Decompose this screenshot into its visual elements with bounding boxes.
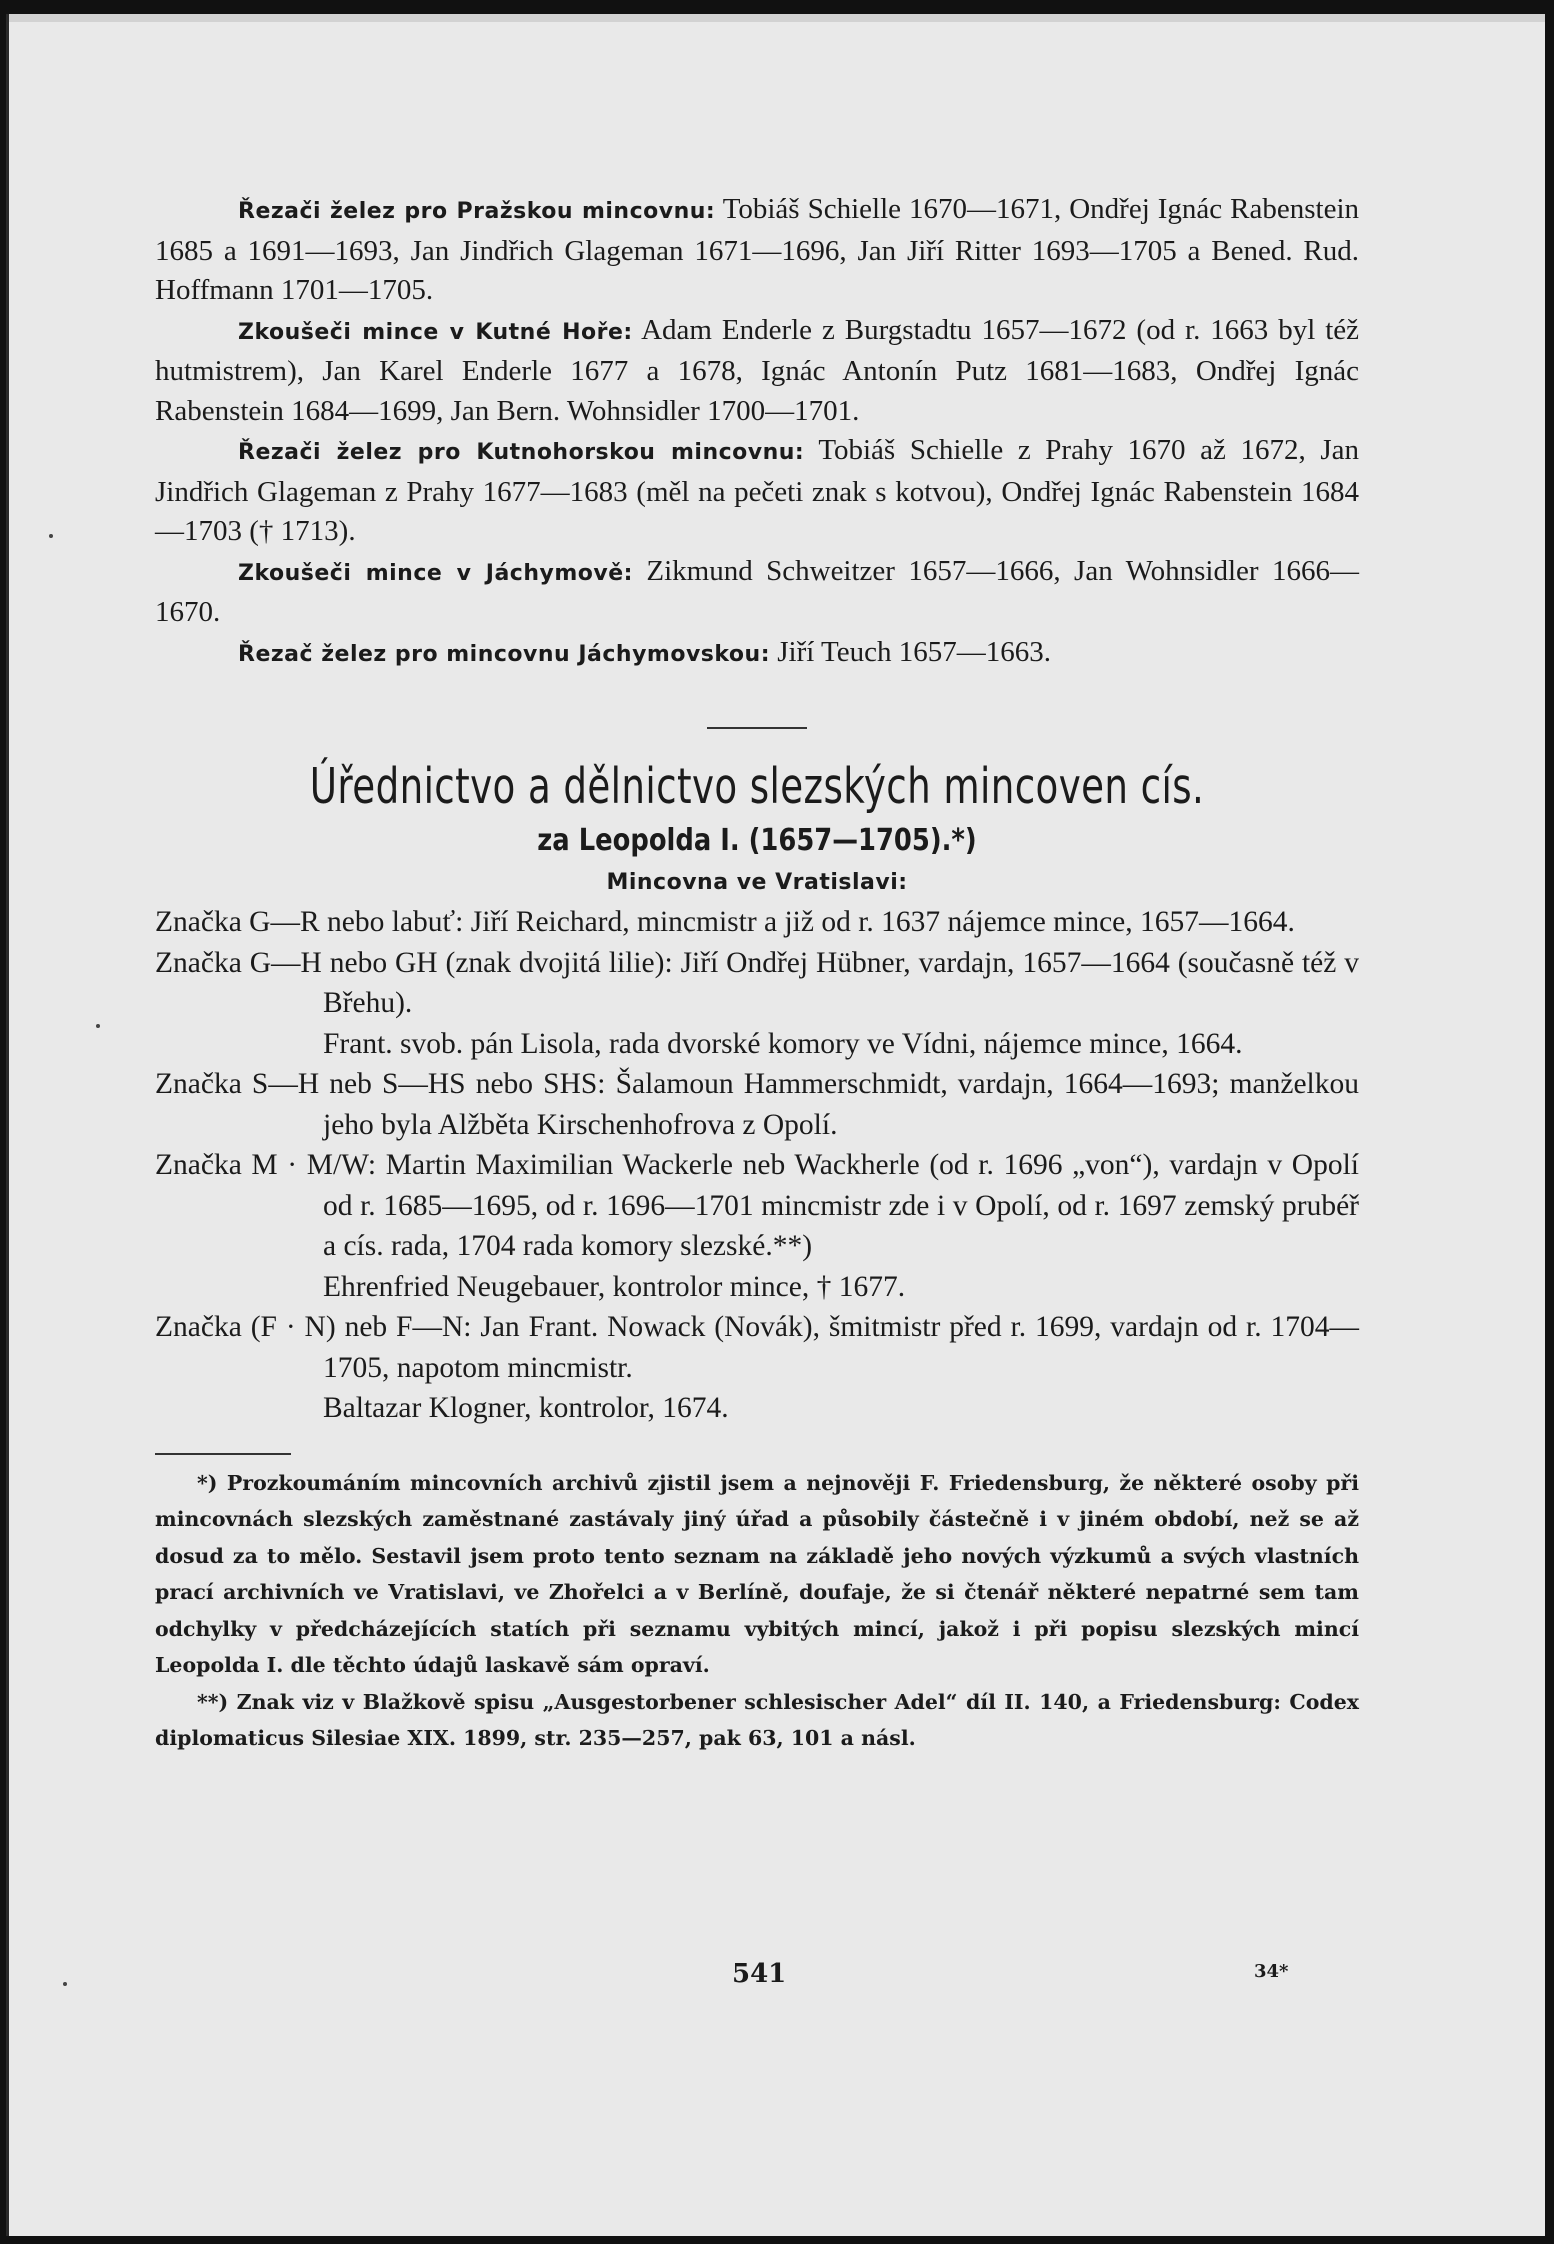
mint-officials-list xyxy=(155,902,1359,1429)
page-number: 541 xyxy=(732,1959,787,1989)
paragraph-label: Zkoušeči mince v Jáchymově: xyxy=(238,560,633,586)
paragraph-label: Řezači želez pro Kutnohorskou mincovnu: xyxy=(238,440,805,465)
text-block xyxy=(155,190,1359,1757)
paragraph-text: Zikmund Schweitzer 1657—1666, Jan Wohnsidler 1666—1670. xyxy=(155,554,1359,628)
scan-speck xyxy=(49,534,53,538)
list-item: Značka M · M/W: Martin Maximilian Wackerle neb Wackherle (od r. 1696 „von“), vardajn v Opolí od r. 1685—1695, od r. 1696—1701 mincmistr zde i v Opolí, od r. 1697 zemský prubéř a cís. rada, 1704 rada komory slezské.**) xyxy=(155,1149,1359,1262)
paragraph-text: Jiří Teuch 1657—1663. xyxy=(777,635,1051,668)
footnotes xyxy=(155,1465,1359,1757)
paragraph-label: Řezač želez pro mincovnu Jáchymovskou: xyxy=(238,641,771,667)
mint-heading: Mincovna ve Vratislavi: xyxy=(606,870,908,895)
paragraph-kutna-hora-die-cutters xyxy=(155,431,1359,552)
list-item: Ehrenfried Neugebauer, kontrolor mince, † 1677. xyxy=(323,1270,906,1303)
list-item: Frant. svob. pán Lisola, rada dvorské komory ve Vídni, nájemce mince, 1664. xyxy=(323,1027,1243,1060)
scanned-page xyxy=(6,14,1545,2236)
footnote: **) Znak viz v Blažkově spisu „Ausgestorbener schlesischer Adel“ díl II. 140, a Friedensburg: Codex diplomaticus Silesiae XIX. 1899, str. 235—257, pak 63, 101 a násl. xyxy=(155,1689,1359,1750)
paragraph-prague-die-cutters xyxy=(155,190,1359,311)
paragraph-kutna-hora-assayers xyxy=(155,311,1359,432)
list-item: Značka S—H neb S—HS nebo SHS: Šalamoun Hammerschmidt, vardajn, 1664—1693; manželkou jeho byla Alžběta Kirschenhofrova z Opolí. xyxy=(155,1068,1359,1141)
section-divider xyxy=(707,727,807,729)
section-title: Úřednictvo a dělnictvo slezských mincoven cís. xyxy=(309,758,1205,815)
paragraph-jachymov-die-cutter xyxy=(155,633,1359,675)
paragraph-text: Tobiáš Schielle z Prahy 1670 až 1672, Jan Jindřich Glageman z Prahy 1677—1683 (měl na pečeti znak s kotvou), Ondřej Ignác Rabenstein 1684—1703 († 1713). xyxy=(155,434,1359,547)
paragraph-jachymov-assayers xyxy=(155,552,1359,633)
section-subtitle: za Leopolda I. (1657—1705).*) xyxy=(537,823,977,858)
list-item: Značka (F · N) neb F—N: Jan Frant. Nowack (Novák), šmitmistr před r. 1699, vardajn od r. 1704—1705, napotom mincmistr. xyxy=(155,1311,1359,1384)
footnote-rule xyxy=(155,1453,291,1455)
footnote: *) Prozkoumáním mincovních archivů zjistil jsem a nejnověji F. Friedensburg, že některé osoby při mincovnách slezských zaměstnané zastávaly jiný úřad a působily částečně i v jiném období, než se až dosud za to mělo. Sestavil jsem proto tento seznam na základě jeho nových výzkumů a svých vlastních prací archivních ve Vratislavi, ve Zhořelci a v Berlíně, doufaje, že si čtenář některé nepatrné sem tam odchylky v předcházejících statích při seznamu vybitých mincí, jakož i při popisu slezských mincí Leopolda I. dle těchto údajů laskavě sám opraví. xyxy=(155,1470,1359,1677)
paragraph-label: Řezači želez pro Pražskou mincovnu: xyxy=(238,199,716,224)
list-item: Baltazar Klogner, kontrolor, 1674. xyxy=(323,1392,729,1424)
scan-speck xyxy=(63,1982,67,1986)
list-item: Značka G—R nebo labuť: Jiří Reichard, mincmistr a již od r. 1637 nájemce mince, 1657—1664. xyxy=(155,906,1295,938)
paragraph-text: Adam Enderle z Burgstadtu 1657—1672 (od r. 1663 byl též hutmistrem), Jan Karel Enderle 1677 a 1678, Ignác Antonín Putz 1681—1683, Ondřej Ignác Rabenstein 1684—1699, Jan Bern. Wohnsidler 1700—1701. xyxy=(155,313,1360,427)
paragraph-label: Zkoušeči mince v Kutné Hoře: xyxy=(238,319,633,345)
scan-speck xyxy=(96,1024,100,1028)
scan-edge xyxy=(9,14,1545,22)
signature-mark: 34* xyxy=(1254,1961,1289,1982)
list-item: Značka G—H nebo GH (znak dvojitá lilie): Jiří Ondřej Hübner, vardajn, 1657—1664 (současně též v Břehu). xyxy=(155,946,1359,1019)
paragraph-text: Tobiáš Schielle 1670—1671, Ondřej Ignác Rabenstein 1685 a 1691—1693, Jan Jindřich Glageman 1671—1696, Jan Jiří Ritter 1693—1705 a Bened. Rud. Hoffmann 1701—1705. xyxy=(155,193,1360,306)
